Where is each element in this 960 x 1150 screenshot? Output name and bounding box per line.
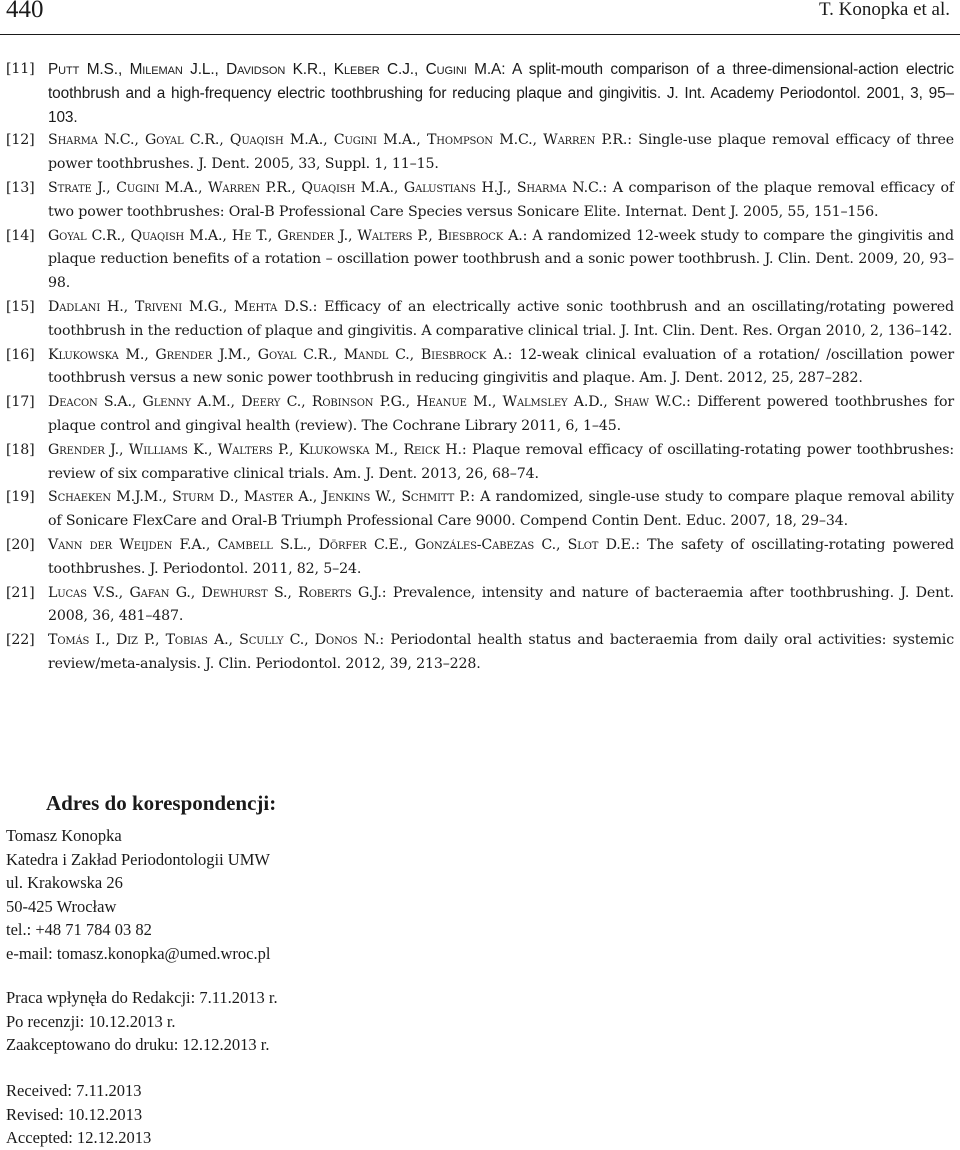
reference-number: [14] (6, 227, 35, 244)
reference-text (48, 629, 954, 677)
reference-authors: Dadlani H., Triveni M.G., Mehta D.S. (48, 298, 313, 315)
reference-text (48, 391, 954, 439)
reference-number: [13] (6, 179, 35, 196)
reference-details: : The safety of oscillating-rotating powered toothbrushes. J. Periodontol. 2011, 82, 5–24. (48, 536, 954, 577)
reference-item (6, 129, 954, 177)
reference-authors: Vann der Weijden F.A., Cambell S.L., Dörfer C.E., Gonzáles-Cabezas C., Slot D.E. (48, 536, 636, 553)
correspondence-department: Katedra i Zakład Periodontologii UMW (6, 849, 270, 869)
reference-authors: Sharma N.C., Goyal C.R., Quaqish M.A., Cugini M.A., Thompson M.C., Warren P.R. (48, 132, 628, 149)
reference-number: [11] (6, 61, 35, 77)
reference-number: [15] (6, 298, 35, 315)
reference-number: [18] (6, 441, 35, 458)
reference-item (6, 296, 954, 344)
reference-details: : A randomized 12-week study to compare the gingivitis and plaque reduction benefits of a rotation – oscillation power toothbrush and a sonic power toothbrush. J. Clin. Dent. 2009, 20, 93–98. (48, 227, 954, 292)
reference-details: : 12-weak clinical evaluation of a rotation/ /oscillation power toothbrush versus a new sonic power toothbrush in reducing gingivitis and plaque. Am. J. Dent. 2012, 25, 287–282. (48, 346, 954, 387)
reference-authors: Klukowska M., Grender J.M., Goyal C.R., Mandl C., Biesbrock A. (48, 346, 508, 363)
reference-item (6, 177, 954, 225)
reference-details: : A randomized, single-use study to compare plaque removal ability of Sonicare FlexCare and Oral-B Triumph Professional Care 9000. Compend Contin Dent. Educ. 2007, 18, 29–34. (48, 489, 954, 530)
reference-number: [20] (6, 536, 35, 553)
correspondence-city: 50-425 Wrocław (6, 896, 117, 916)
date-accepted-pl: Zaakceptowano do druku: 12.12.2013 r. (6, 1035, 270, 1055)
reference-details: : Efficacy of an electrically active sonic toothbrush and an oscillating/rotating powered toothbrush in the reduction of plaque and gingivitis. A comparative clinical trial. J. Int. Clin. Dent. Res. Organ 2010, 2, 136–142. (48, 298, 954, 339)
correspondence-heading: Adres do korespondencji: (46, 791, 277, 815)
reference-authors: Deacon S.A., Glenny A.M., Deery C., Robinson P.G., Heanue M., Walmsley A.D., Shaw W.C. (48, 394, 687, 411)
date-revised: Revised: 10.12.2013 (6, 1104, 143, 1124)
reference-authors: Grender J., Williams K., Walters P., Klukowska M., Reick H. (48, 441, 462, 458)
reference-item (6, 344, 954, 392)
reference-authors: Lucas V.S., Gafan G., Dewhurst S., Roberts G.J. (48, 584, 382, 601)
reference-item (6, 58, 954, 129)
reference-text (48, 439, 954, 487)
reference-number: [19] (6, 489, 35, 506)
reference-item (6, 391, 954, 439)
reference-text (48, 582, 954, 630)
reference-text (48, 225, 954, 296)
date-received: Received: 7.11.2013 (6, 1081, 142, 1100)
reference-text (48, 296, 954, 344)
reference-details: : Periodontal health status and bacteraemia from daily oral activities: systemic review/meta-analysis. J. Clin. Periodontol. 2012, 39, 213–228. (48, 632, 954, 672)
date-reviewed-pl: Po recenzji: 10.12.2013 r. (6, 1011, 176, 1031)
reference-text (48, 177, 954, 225)
reference-text (48, 129, 954, 177)
date-submitted-pl: Praca wpłynęła do Redakcji: 7.11.2013 r. (6, 988, 278, 1007)
reference-item (6, 629, 954, 677)
running-head: T. Konopka et al. (818, 0, 950, 20)
correspondence-street: ul. Krakowska 26 (6, 873, 123, 893)
reference-authors: Goyal C.R., Quaqish M.A., He T., Grender J., Walters P., Biesbrock A. (48, 227, 523, 244)
reference-text (48, 486, 954, 534)
reference-authors: Tomás I., Diz P., Tobias A., Scully C., Donos N. (48, 632, 380, 649)
reference-details: : Plaque removal efficacy of oscillating-rotating power toothbrushes: review of six comparative clinical trials. Am. J. Dent. 2013, 26, 68–74. (48, 441, 954, 482)
reference-details: : Different powered toothbrushes for plaque control and gingival health (review). The Cochrane Library 2011, 6, 1–45. (48, 394, 955, 434)
page-number: 440 (6, 0, 44, 23)
header-rule (0, 34, 960, 35)
reference-item (6, 439, 954, 487)
correspondence-address (6, 824, 270, 966)
reference-details: : A split-mouth comparison of a three-dimensional-action electric toothbrush and a high-frequency electric toothbrushing for reducing plaque and gingivitis. J. Int. Academy Periodontol. 2001, 3, 95–103. (48, 61, 954, 126)
reference-list (6, 58, 954, 677)
reference-authors: Strate J., Cugini M.A., Warren P.R., Quaqish M.A., Galustians H.J., Sharma N.C. (48, 179, 603, 196)
reference-text (48, 344, 954, 392)
reference-text (48, 534, 954, 582)
reference-number: [22] (6, 632, 35, 649)
submission-dates-english (6, 1079, 151, 1150)
reference-item (6, 582, 954, 630)
submission-dates-polish (6, 986, 278, 1057)
reference-number: [17] (6, 394, 35, 411)
reference-details: : A comparison of the plaque removal efficacy of two power toothbrushes: Oral-B Professional Care Species versus Sonicare Elite. Internat. Dent J. 2005, 55, 151–156. (48, 179, 954, 220)
reference-number: [12] (6, 132, 35, 149)
reference-details: : Prevalence, intensity and nature of bacteraemia after toothbrushing. J. Dent. 2008, 36, 481–487. (48, 584, 954, 625)
reference-details: : Single-use plaque removal efficacy of three power toothbrushes. J. Dent. 2005, 33, Suppl. 1, 11–15. (48, 132, 954, 173)
reference-item (6, 486, 954, 534)
correspondence-phone: tel.: +48 71 784 03 82 (6, 920, 152, 940)
reference-authors: Putt M.S., Mileman J.L., Davidson K.R., Kleber C.J., Cugini M.A (48, 61, 502, 78)
reference-item (6, 225, 954, 296)
correspondence-name: Tomasz Konopka (6, 826, 122, 845)
reference-authors: Schaeken M.J.M., Sturm D., Master A., Jenkins W., Schmitt P. (48, 489, 471, 506)
reference-text (48, 58, 954, 129)
reference-number: [16] (6, 346, 35, 363)
date-accepted: Accepted: 12.12.2013 (6, 1128, 152, 1148)
correspondence-email: e-mail: tomasz.konopka@umed.wroc.pl (6, 943, 271, 963)
reference-number: [21] (6, 584, 35, 601)
reference-item (6, 534, 954, 582)
